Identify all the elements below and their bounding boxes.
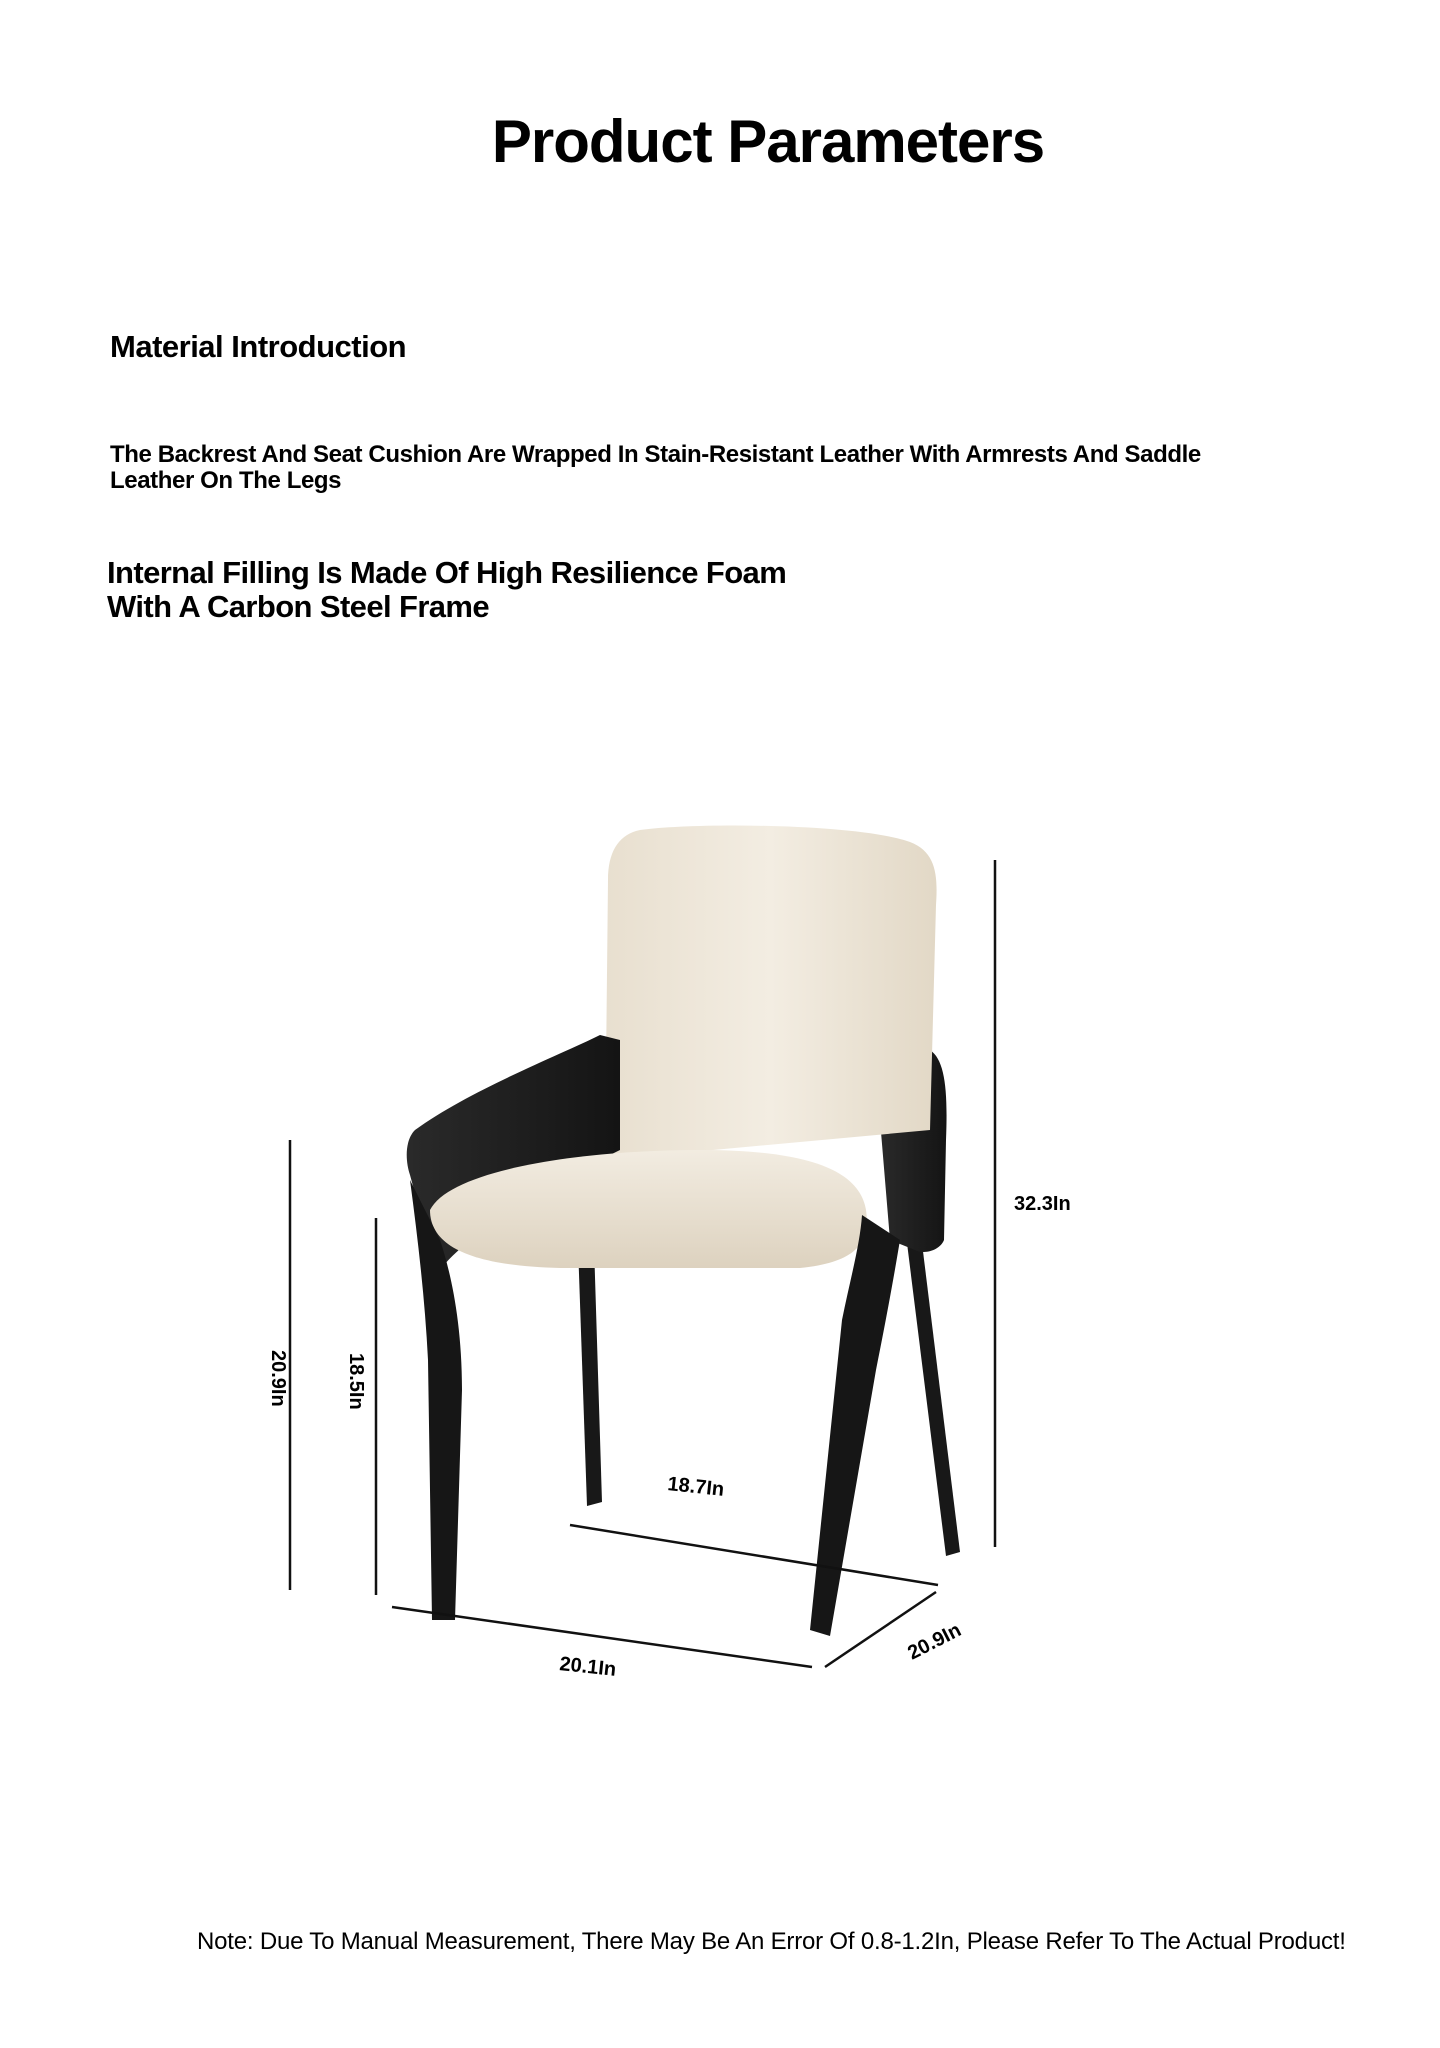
measurement-note: Note: Due To Manual Measurement, There May Be An Error Of 0.8-1.2In, Please Refer To The Actual Product! [197,1928,1346,1955]
dim-label-depth: 20.9In [904,1619,965,1665]
chair-back-leg-left [578,1245,602,1506]
page-title: Product Parameters [491,108,1045,175]
material-description: The Backrest And Seat Cushion Are Wrapped In Stain-Resistant Leather With Armrests And Saddle Leather On The Legs [110,441,1201,495]
dim-line-inner-width [570,1525,938,1585]
dim-label-armrest-height: 20.9In [267,1350,289,1407]
dim-label-inner-width: 18.7In [666,1473,726,1501]
dim-label-total-height: 32.3In [1014,1193,1071,1215]
chair-front-leg-right [810,1215,900,1636]
filling-line-1: Internal Filling Is Made Of High Resilience Foam [107,555,787,590]
chair-backrest [605,826,937,1160]
chair-back-leg-right [906,1235,960,1556]
filling-line-2: With A Carbon Steel Frame [107,589,490,625]
dim-label-seat-height: 18.5In [345,1353,367,1410]
chair-illustration [407,826,960,1636]
dim-label-outer-width: 20.1In [558,1653,618,1681]
material-heading: Material Introduction [110,329,407,364]
